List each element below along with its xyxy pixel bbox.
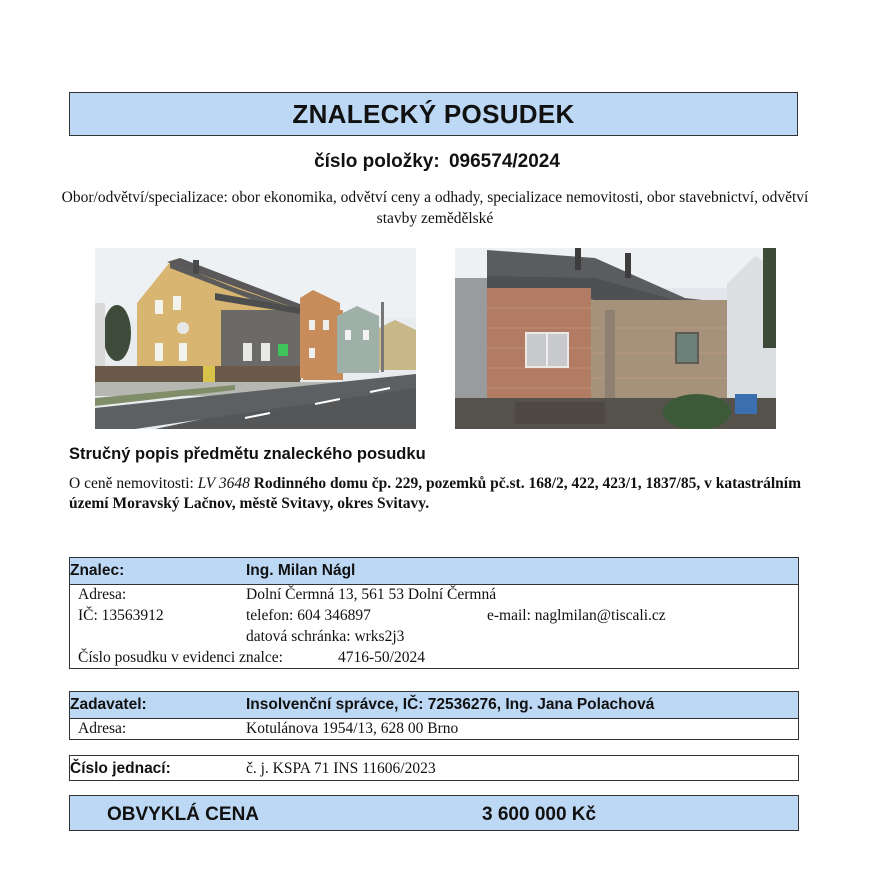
expert-address: Dolní Čermná 13, 561 53 Dolní Čermná [246,586,497,603]
photo-rear-view [455,248,776,429]
photo-street-view [95,248,416,429]
report-number: 4716-50/2024 [338,649,425,666]
title-box [69,92,798,136]
expert-address-label: Adresa: [78,586,127,603]
price-box [69,795,799,831]
expert-contact-row [70,606,798,627]
house-rear-photo-icon [455,248,776,429]
expert-address-row [70,585,798,606]
client-header [70,692,798,719]
expert-databox: datová schránka: wrks2j3 [246,628,405,645]
item-number-value: 096574/2024 [448,151,560,172]
description-body: Rodinného domu čp. 229, pozemků pč.st. 168/2, 422, 423/1, 1837/85, v katastrálním území Moravský Lačnov, městě Svitavy, okres Svitavy. [69,475,801,512]
price-value: 3 600 000 Kč [482,804,597,825]
expert-ic: IČ: 13563912 [78,607,164,624]
expert-phone: telefon: 604 346897 [246,607,371,624]
client-address-row [70,719,798,740]
house-street-photo-icon [95,248,416,429]
expert-databox-row [70,627,798,648]
expert-box [69,557,799,669]
case-number-value: č. j. KSPA 71 INS 11606/2023 [246,760,436,777]
specialization-text: Obor/odvětví/specializace: obor ekonomika, odvětví ceny a odhady, specializace nemovitosti, obor stavebnictví, odvětví stavby zemědělské [61,189,809,227]
case-number-label: Číslo jednací: [70,760,171,777]
expert-header [70,558,798,585]
client-address-label: Adresa: [78,720,127,737]
report-number-label: Číslo posudku v evidenci znalce: [78,649,283,666]
description-lv: LV 3648 [197,475,250,492]
description-prefix: O ceně nemovitosti: [69,475,198,492]
client-address: Kotulánova 1954/13, 628 00 Brno [246,720,459,737]
expert-email: e-mail: naglmilan@tiscali.cz [487,607,666,624]
item-number-label: číslo položky: [314,151,440,172]
case-number-box [69,755,799,781]
item-number-line [0,151,870,173]
client-name: Insolvenční správce, IČ: 72536276, Ing. Jana Polachová [246,696,655,713]
document-title: ZNALECKÝ POSUDEK [292,98,575,129]
description-text [69,474,809,514]
description-heading: Stručný popis předmětu znaleckého posudku [69,445,426,463]
expert-name: Ing. Milan Nágl [246,562,356,579]
client-box [69,691,799,740]
price-label: OBVYKLÁ CENA [107,804,260,825]
expert-report-row [70,648,798,669]
expert-label: Znalec: [70,562,125,579]
client-label: Zadavatel: [70,696,147,713]
